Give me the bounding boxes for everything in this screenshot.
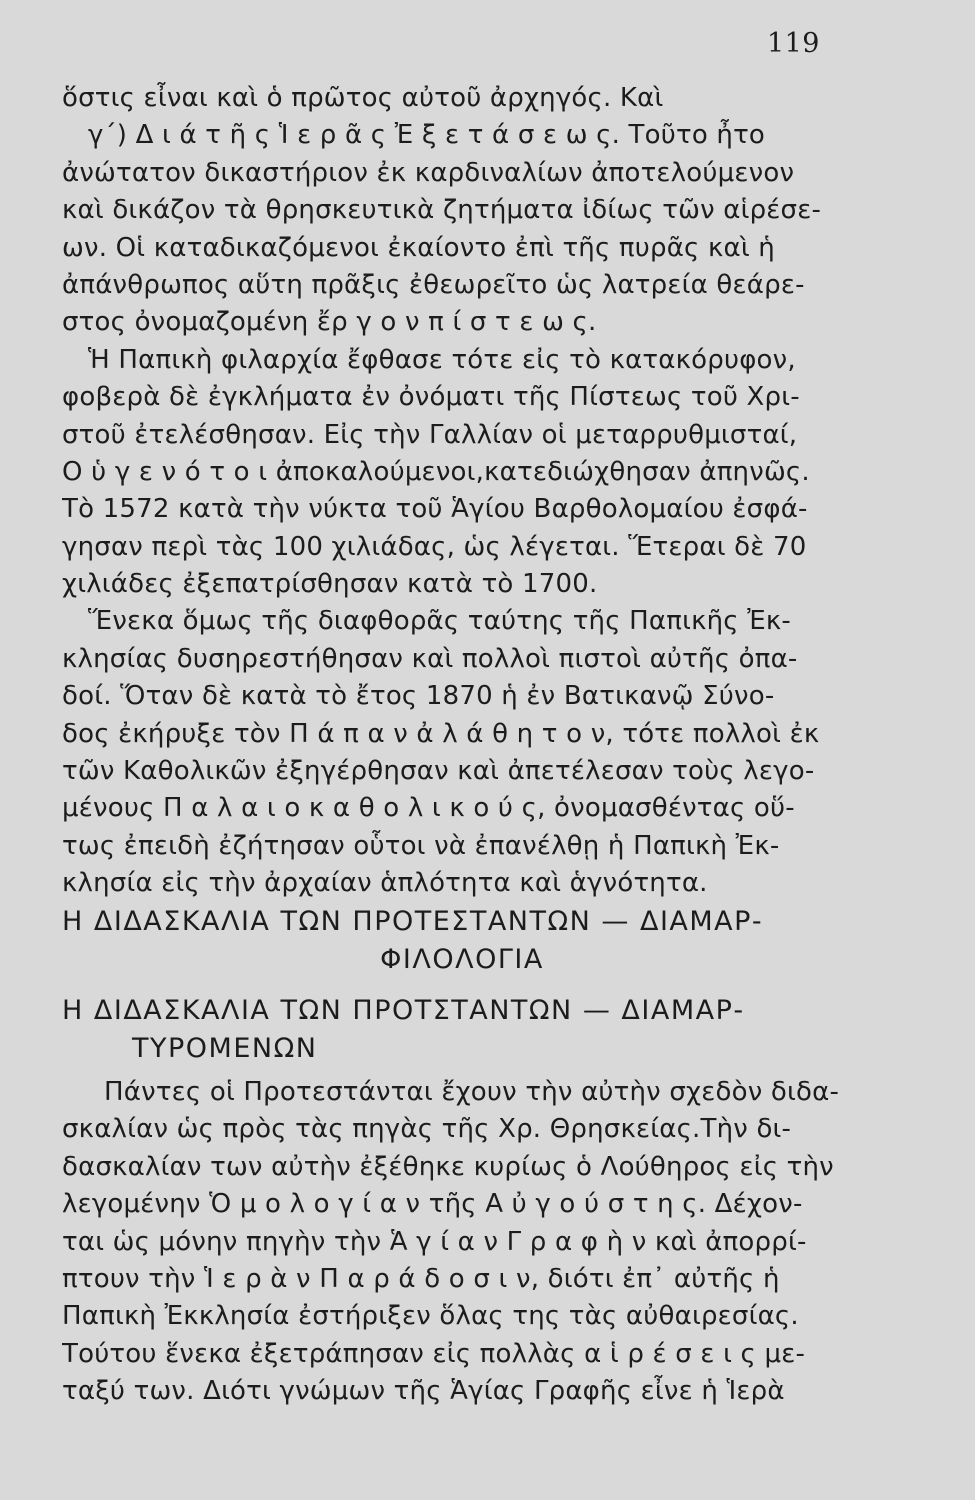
text-line: Ο ὑ γ ε ν ό τ ο ι ἀποκαλούμενοι,κατεδιώχθησαν ἀπηνῶς.	[62, 456, 810, 487]
section-heading	[62, 992, 872, 1068]
page-number: 119	[766, 28, 820, 59]
text-line: Τὸ 1572 κατὰ τὴν νύκτα τοῦ Ἁγίου Βαρθολομαίου ἐσφά-	[62, 494, 808, 525]
text-line: μένους Π α λ α ι ο κ α θ ο λ ι κ ο ύ ς, ὀνομασθέντας οὕ-	[62, 793, 795, 824]
text-line: στοῦ ἐτελέσθησαν. Εἰς τὴν Γαλλίαν οἱ μεταρρυθμισταί,	[62, 419, 798, 450]
text-line: ται ὡς μόνην πηγὴν τὴν Ἁ γ ί α ν Γ ρ α φ ὴ ν καὶ ἀπορρί-	[62, 1226, 807, 1257]
heading-line: Η ΔΙΔΑΣΚΑΛΙΑ ΤΩΝ ΠΡΟΤΣΤΑΝΤΩΝ — ΔΙΑΜΑΡ-	[62, 995, 745, 1026]
text-line: ταξύ των. Διότι γνώμων τῆς Ἁγίας Γραφῆς εἶνε ἡ Ἱερὰ	[62, 1376, 785, 1407]
text-line: ὅστις εἶναι καὶ ὁ πρῶτος αὐτοῦ ἀρχηγός. Καὶ	[62, 83, 664, 113]
section-text	[62, 80, 862, 903]
text-line: φοβερὰ δὲ ἐγκλήματα ἐν ὀνόματι τῆς Πίστεως τοῦ Χρι-	[62, 382, 800, 413]
text-line: Πάντες οἱ Προτεστάνται ἔχουν τὴν αὐτὴν σχεδὸν διδα-	[104, 1077, 840, 1107]
text-line: χιλιάδες ἐξεπατρίσθησαν κατὰ τὸ 1700.	[62, 569, 598, 600]
text-line: πτουν τὴν Ἱ ε ρ ὰ ν Π α ρ ά δ ο σ ι ν, διότι ἐπ᾽ αὐτῆς ἡ	[62, 1263, 780, 1294]
text-line: γ΄) Δ ι ά τ ῆ ς Ἱ ε ρ ᾶ ς Ἐ ξ ε τ ά σ ε ω ς. Τοῦτο ἦτο	[88, 120, 766, 151]
text-line: κλησία εἰς τὴν ἀρχαίαν ἁπλότητα καὶ ἁγνότητα.	[62, 868, 708, 899]
heading-line: Η ΔΙΔΑΣΚΑΛΙΑ ΤΩΝ ΠΡΟΤΕΣΤΑΝΤΩΝ — ΔΙΑΜΑΡ-	[62, 906, 764, 937]
text-line: δασκαλίαν των αὐτὴν ἐξέθηκε κυρίως ὁ Λούθηρος εἰς τὴν	[62, 1151, 834, 1182]
text-line: δος ἐκήρυξε τὸν Π ά π α ν ἀ λ ά θ η τ ο ν, τότε πολλοὶ ἐκ	[62, 718, 820, 749]
section-text	[62, 1074, 862, 1411]
text-line: ἀνώτατον δικαστήριον ἐκ καρδιναλίων ἀποτελούμενον	[62, 157, 795, 188]
section-heading	[62, 903, 872, 979]
text-line: Ἕνεκα ὅμως τῆς διαφθορᾶς ταύτης τῆς Παπικῆς Ἐκ-	[88, 606, 792, 637]
text-line: Τούτου ἕνεκα ἐξετράπησαν εἰς πολλὰς α ἱ ρ έ σ ε ι ς με-	[62, 1338, 806, 1369]
text-line: κλησίας δυσηρεστήθησαν καὶ πολλοὶ πιστοὶ αὐτῆς ὀπα-	[62, 643, 798, 674]
text-line: ἀπάνθρωπος αὕτη πρᾶξις ἐθεωρεῖτο ὡς λατρεία θεάρε-	[62, 269, 805, 300]
heading-line: ΦΙΛΟΛΟΓΙΑ	[380, 944, 544, 975]
text-line: γησαν περὶ τὰς 100 χιλιάδας, ὡς λέγεται. Ἕτεραι δὲ 70	[62, 531, 807, 562]
text-line: σκαλίαν ὡς πρὸς τὰς πηγὰς τῆς Χρ. Θρησκείας.Τὴν δι-	[62, 1114, 792, 1145]
text-line: τῶν Καθολικῶν ἐξηγέρθησαν καὶ ἀπετέλεσαν τοὺς λεγο-	[62, 756, 815, 787]
text-line: Παπικὴ Ἐκκλησία ἐστήριξεν ὅλας της τὰς αὐθαιρεσίας.	[62, 1301, 799, 1332]
text-line: δοί. Ὅταν δὲ κατὰ τὸ ἔτος 1870 ἡ ἐν Βατικανῷ Σύνο-	[62, 681, 775, 712]
text-line: ων. Οἱ καταδικαζόμενοι ἐκαίοντο ἐπὶ τῆς πυρᾶς καὶ ἡ	[62, 232, 775, 263]
text-line: Ἡ Παπικὴ φιλαρχία ἔφθασε τότε εἰς τὸ κατακόρυφον,	[88, 344, 796, 375]
text-line: στος ὀνομαζομένη ἔρ γ ο ν π ί σ τ ε ω ς.	[62, 307, 597, 338]
heading-line: ΤΥΡΟΜΕΝΩΝ	[132, 1033, 318, 1064]
text-line: καὶ δικάζον τὰ θρησκευτικὰ ζητήματα ἰδίως τῶν αἱρέσε-	[62, 195, 822, 226]
text-line: λεγομένην Ὁ μ ο λ ο γ ί α ν τῆς Α ὐ γ ο ύ σ τ η ς. Δέχον-	[62, 1189, 803, 1220]
text-line: τως ἐπειδὴ ἐζήτησαν οὗτοι νὰ ἐπανέλθῃ ἡ Παπικὴ Ἐκ-	[62, 830, 780, 861]
